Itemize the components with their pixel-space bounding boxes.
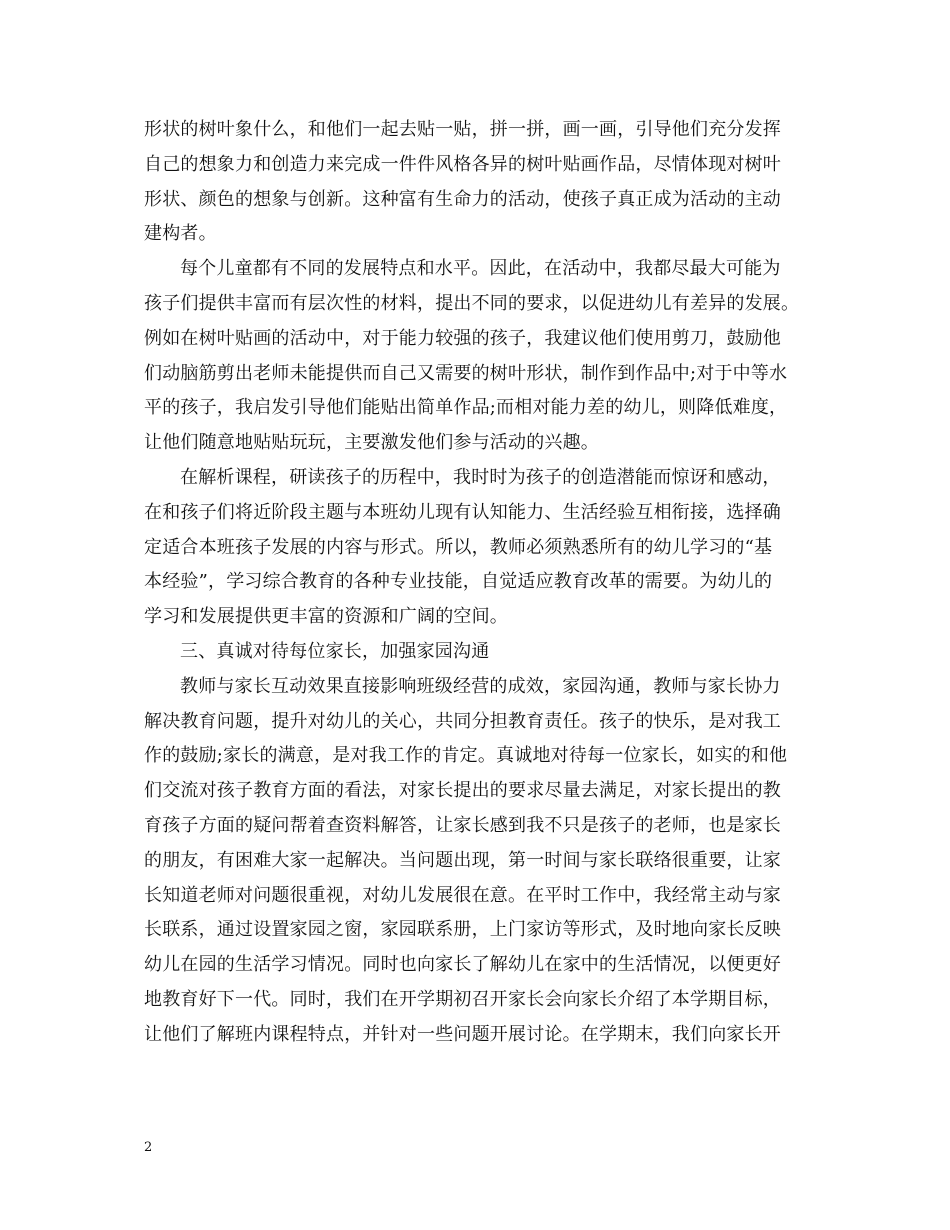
text-line: 让他们随意地贴贴玩玩，主要激发他们参与活动的兴趣。 [144, 432, 599, 454]
text-line: 定适合本班孩子发展的内容与形式。所以，教师必须熟悉所有的幼儿学习的“基 [144, 536, 773, 558]
text-line: 育孩子方面的疑问帮着查资料解答，让家长感到我不只是孩子的老师，也是家长 [144, 814, 781, 836]
text-line: 的朋友，有困难大家一起解决。当问题出现，第一时间与家长联络很重要，让家 [144, 849, 781, 871]
text-line: 三、真诚对待每位家长，加强家园沟通 [180, 640, 490, 662]
page-number: 2 [144, 1140, 153, 1155]
text-line: 们交流对孩子教育方面的看法，对家长提出的要求尽量去满足，对家长提出的教 [144, 780, 781, 802]
text-line: 幼儿在园的生活学习情况。同时也向家长了解幼儿在家中的生活情况，以便更好 [144, 954, 781, 976]
text-line: 作的鼓励;家长的满意，是对我工作的肯定。真诚地对待每一位家长，如实的和他 [144, 745, 788, 767]
text-line: 平的孩子，我启发引导他们能贴出简单作品;而相对能力差的幼儿，则降低难度， [144, 397, 788, 419]
text-line: 地教育好下一代。同时，我们在开学期初召开家长会向家长介绍了本学期目标， [144, 988, 781, 1010]
text-line: 每个儿童都有不同的发展特点和水平。因此，在活动中，我都尽最大可能为 [180, 258, 781, 280]
text-line: 长联系，通过设置家园之窗，家园联系册，上门家访等形式，及时地向家长反映 [144, 919, 781, 941]
text-line: 例如在树叶贴画的活动中，对于能力较强的孩子，我建议他们使用剪刀，鼓励他 [144, 327, 781, 349]
text-line: 教师与家长互动效果直接影响班级经营的成效，家园沟通，教师与家长协力 [180, 675, 781, 697]
text-line: 们动脑筋剪出老师未能提供而自己又需要的树叶形状，制作到作品中;对于中等水 [144, 362, 788, 384]
text-line: 建构者。 [144, 223, 217, 245]
text-line: 学习和发展提供更丰富的资源和广阔的空间。 [144, 606, 508, 628]
body-text [144, 113, 810, 1053]
text-line: 在和孩子们将近阶段主题与本班幼儿现有认知能力、生活经验互相衔接，选择确 [144, 501, 781, 523]
text-line: 形状的树叶象什么，和他们一起去贴一贴，拼一拼，画一画，引导他们充分发挥 [144, 119, 781, 140]
text-line: 形状、颜色的想象与创新。这种富有生命力的活动，使孩子真正成为活动的主动 [144, 188, 781, 210]
text-line: 长知道老师对问题很重视，对幼儿发展很在意。在平时工作中，我经常主动与家 [144, 884, 781, 906]
text-line: 在解析课程，研读孩子的历程中，我时时为孩子的创造潜能而惊讶和感动， [180, 466, 781, 488]
text-line: 本经验”，学习综合教育的各种专业技能，自觉适应教育改革的需要。为幼儿的 [144, 571, 773, 593]
text-line: 让他们了解班内课程特点，并针对一些问题开展讨论。在学期末，我们向家长开 [144, 1023, 781, 1045]
text-line: 自己的想象力和创造力来完成一件件风格各异的树叶贴画作品，尽情体现对树叶 [144, 153, 781, 175]
text-line: 孩子们提供丰富而有层次性的材料，提出不同的要求，以促进幼儿有差异的发展。 [144, 292, 800, 314]
text-line: 解决教育问题，提升对幼儿的关心，共同分担教育责任。孩子的快乐，是对我工 [144, 710, 781, 732]
